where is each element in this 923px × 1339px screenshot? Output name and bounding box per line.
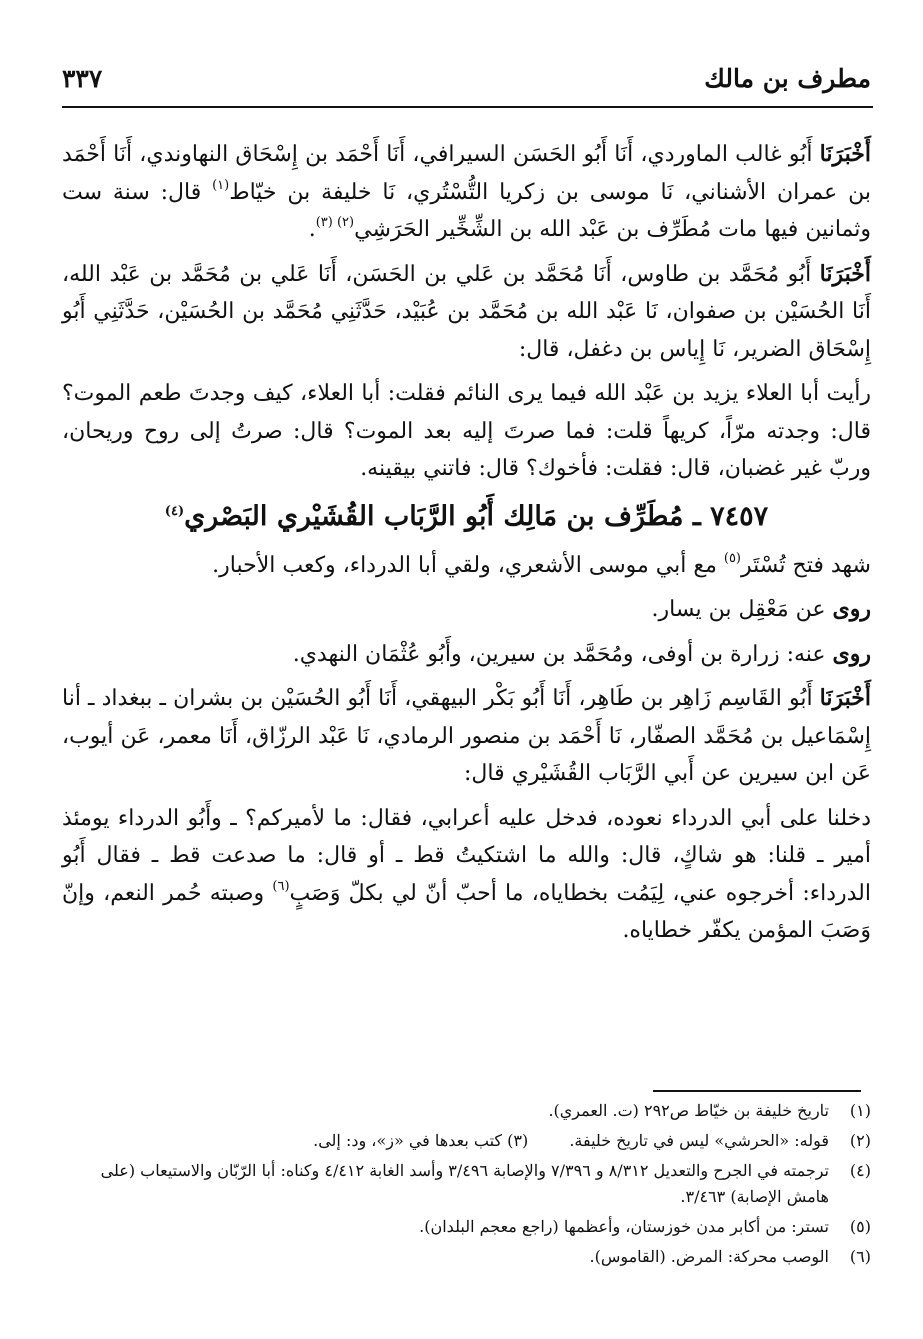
footnote-text: الوصب محركة: المرض. (القاموس). (589, 1247, 829, 1266)
paragraph-1 (62, 136, 871, 249)
entry-heading (62, 495, 871, 539)
page-number: ٣٣٧ (62, 64, 103, 93)
paragraph-text: عن مَعْقِل بن يسار. (651, 597, 833, 622)
paragraph-6 (62, 636, 871, 674)
paragraph-3 (62, 375, 871, 488)
paragraph-text: رأيت أبا العلاء يزيد بن عَبْد الله فيما يرى النائم فقلت: أبا العلاء، كيف وجدتَ طعم الموت؟ قال: وجدته مرّاً، كريهاً قلت: فما صرتَ إليه بعد الموت؟ قال: صرتُ إلى روح وريحان، وربّ غير غضبان، قال: فقلت: فأخوك؟ قال: فاتني بيقينه. (62, 381, 871, 481)
lead-word: روى (832, 596, 871, 622)
paragraph-text: قال: سنة ست وثمانين فيها مات مُطَرِّف بن عَبْد الله بن الشِّخِّير الحَرَشِي (62, 179, 871, 242)
footnote (62, 1244, 871, 1270)
paragraph-text: أَبُو غالب الماوردي، أَنَا أَبُو الحَسَن السيرافي، أَنَا أَحْمَد بن إِسْحَاق النهاوندي، أَنَا أَحْمَد بن عمران الأشناني، نَا موسى بن زكريا التُّسْتُري، نَا خليفة بن خيّاط (62, 142, 871, 205)
footnote (62, 1128, 871, 1154)
paragraph-8 (62, 800, 871, 950)
footnote-text: ترجمته في الجرح والتعديل ٨/٣١٢ و ٧/٣٩٦ والإصابة ٣/٤٩٦ وأسد الغابة ٤/٤١٢ وكناه: أبا الرّبّان والاستيعاب (على هامش الإصابة) ٣/٤٦٣. (100, 1161, 829, 1206)
paragraph-text: دخلنا على أبي الدرداء نعوده، فدخل عليه أعرابي، فقال: ما لأميركم؟ ـ وأَبُو الدرداء يومئذ أمير ـ قلنا: هو شاكٍ، قال: والله ما اشتكيتُ قط ـ أو قال: ما صدعت قط ـ فقال أَبُو الدرداء: أخرجوه عني، لِيَمُت بخطاياه، ما أحبّ أنّ لي بكلّ وَصَبٍ (62, 805, 871, 906)
main-text (62, 136, 871, 957)
running-title: مطرف بن مالك (704, 64, 871, 93)
paragraph-end: . (308, 217, 316, 242)
footnote-ref: (٦) (272, 878, 290, 894)
paragraph-text: أَبُو مُحَمَّد بن طاوس، أَنَا مُحَمَّد بن عَلي بن الحَسَن، أَنَا عَلي بن مُحَمَّد بن عَبْد الله، أَنَا الحُسَيْن بن صفوان، نَا عَبْد الله بن مُحَمَّد بن عُبَيْد، حَدَّثَنِي مُحَمَّد بن الحُسَيْن، حَدَّثَنِي أَبُو إِسْحَاق الضرير، نَا إِياس بن دغفل، قال: (62, 261, 871, 362)
footnote-number: (٦) (849, 1247, 871, 1266)
paragraph-4 (62, 547, 871, 585)
header-rule (62, 106, 873, 108)
paragraph-text: مع أبي موسى الأشعري، ولقي أبا الدرداء، وكعب الأحبار. (212, 552, 724, 578)
lead-word: أَخْبَرَنَا (819, 260, 871, 287)
paragraph-text: أَبُو القَاسِم زَاهِر بن طَاهِر، أَنَا أَبُو بَكْر البيهقي، أَنَا أَبُو الحُسَيْن بن بشران ـ ببغداد ـ أنا إِسْمَاعيل بن مُحَمَّد الصفّار، نَا أَحْمَد بن منصور الرمادي، نَا عَبْد الرزّاق، أَنَا معمر، عَن أيوب، عَن ابن سيرين عن أَبي الرَّبَاب القُشَيْري قال: (62, 686, 871, 786)
footnote-ref: (١) (212, 177, 230, 193)
lead-word: أَخْبَرَنَا (819, 141, 871, 167)
footnote-separator (653, 1090, 861, 1092)
paragraph-5 (62, 591, 871, 629)
footnote-text: تاريخ خليفة بن خيّاط ص٢٩٢ (ت. العمري). (548, 1101, 829, 1120)
page-header (62, 60, 871, 100)
footnote-number: (١) (849, 1101, 871, 1120)
lead-word: أَخْبَرَنَا (819, 685, 871, 711)
footnote-ref: (٢) (٣) (315, 215, 355, 230)
paragraph-2 (62, 256, 871, 369)
paragraph-text: شهد فتح تُسْتَر (741, 552, 871, 578)
footnote-number: (٣) (507, 1131, 529, 1150)
paragraph-text: عنه: زرارة بن أوفى، ومُحَمَّد بن سيرين، وأَبُو عُثْمَان النهدي. (292, 641, 833, 667)
paragraph-text: وصبته حُمر النعم، وإنّ وَصَبَ المؤمن يكفّر خطاياه. (62, 880, 871, 943)
footnote-number: (٤) (849, 1161, 871, 1180)
footnote-ref: (٤) (164, 503, 185, 519)
footnote-text: كتب بعدها في «ز»، ود: إلى. (313, 1131, 503, 1150)
footnote-number: (٥) (849, 1217, 871, 1236)
entry-title: ٧٤٥٧ ـ مُطَرِّف بن مَالِك أَبُو الرَّبَاب القُشَيْري البَصْري (184, 500, 769, 532)
footnote-text: قوله: «الحرشي» ليس في تاريخ خليفة. (569, 1131, 829, 1150)
lead-word: روى (832, 640, 871, 667)
footnote (62, 1158, 871, 1210)
footnotes (62, 1098, 871, 1274)
footnote (62, 1214, 871, 1240)
footnote-text: تستر: من أكابر مدن خوزستان، وأعظمها (راجع معجم البلدان). (419, 1217, 829, 1236)
paragraph-7 (62, 680, 871, 793)
footnote (62, 1098, 871, 1124)
footnote-ref: (٥) (723, 550, 741, 566)
footnote-number: (٢) (849, 1131, 871, 1150)
